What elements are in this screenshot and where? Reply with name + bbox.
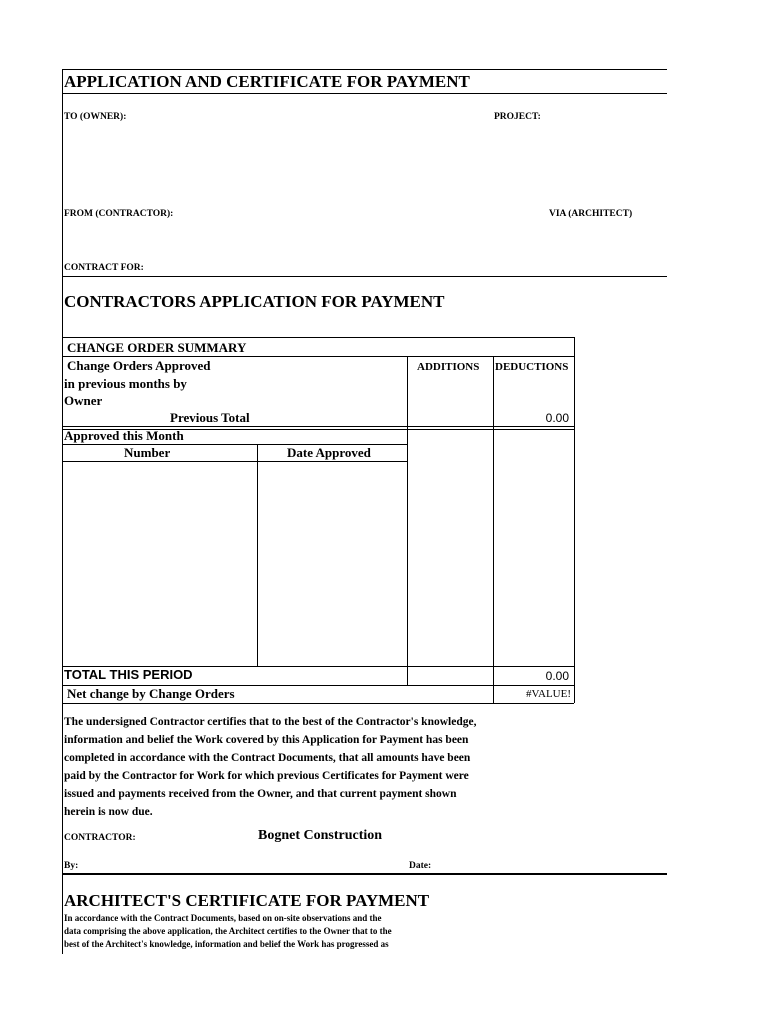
architect-paragraph [64, 912, 464, 951]
left-border [62, 69, 63, 954]
certification-line-4: paid by the Contractor for Work for which previous Certificates for Payment were [64, 770, 469, 782]
date-approved-col-header: Date Approved [287, 445, 371, 460]
previous-total-label: Previous Total [170, 410, 250, 425]
top-rule [62, 69, 667, 70]
certification-line-5: issued and payments received from the Owner, and that current payment shown [64, 788, 457, 800]
section-title: CONTRACTORS APPLICATION FOR PAYMENT [64, 292, 445, 311]
number-date-divider [257, 444, 258, 666]
net-change-label: Net change by Change Orders [67, 686, 235, 701]
page-title: APPLICATION AND CERTIFICATE FOR PAYMENT [64, 72, 470, 91]
via-architect-label: VIA (ARCHITECT) [549, 209, 633, 219]
signature-rule [62, 873, 667, 875]
previous-total-value: 0.00 [545, 411, 569, 425]
title-rule [62, 93, 667, 94]
additions-header: ADDITIONS [417, 361, 480, 373]
change-order-title: CHANGE ORDER SUMMARY [67, 340, 247, 355]
contractor-label: CONTRACTOR: [64, 833, 136, 843]
date-label: Date: [409, 861, 432, 871]
prev-orders-line2: in previous months by [64, 376, 187, 391]
prev-total-rule-a [62, 426, 574, 427]
architect-line-1: In accordance with the Contract Documents, based on on-site observations and the [64, 913, 382, 923]
architect-title: ARCHITECT'S CERTIFICATE FOR PAYMENT [64, 891, 430, 910]
table-title-rule [62, 356, 574, 357]
additions-col-divider [407, 356, 408, 685]
net-value-divider [493, 685, 494, 703]
table-bottom [62, 703, 574, 704]
to-owner-label: TO (OWNER): [64, 112, 127, 122]
deductions-header: DEDUCTIONS [495, 361, 569, 373]
architect-line-2: data comprising the above application, the Architect certifies to the Owner that to the [64, 926, 392, 936]
contractor-name: Bognet Construction [258, 828, 383, 843]
number-col-header: Number [124, 445, 171, 460]
certification-line-1: The undersigned Contractor certifies that to the best of the Contractor's knowledge, [64, 716, 477, 728]
table-right [574, 337, 575, 703]
total-period-value: 0.00 [545, 669, 569, 683]
architect-line-3: best of the Architect's knowledge, information and belief the Work has progressed as [64, 939, 389, 949]
net-change-value: #VALUE! [525, 688, 571, 700]
approved-month-label: Approved this Month [64, 428, 184, 443]
certification-paragraph [64, 713, 534, 821]
certification-line-6: herein is now due. [64, 806, 153, 818]
certification-line-2: information and belief the Work covered by this Application for Payment has been [64, 734, 469, 746]
project-label: PROJECT: [494, 112, 541, 122]
by-label: By: [64, 861, 79, 871]
prev-orders-line3: Owner [64, 393, 103, 408]
deductions-col-divider [493, 356, 494, 685]
col-header-rule [62, 461, 407, 462]
total-period-label: TOTAL THIS PERIOD [64, 667, 193, 682]
certification-line-3: completed in accordance with the Contract Documents, that all amounts have been [64, 752, 471, 764]
from-contractor-label: FROM (CONTRACTOR): [64, 209, 174, 219]
table-top [62, 337, 574, 338]
prev-orders-line1: Change Orders Approved [67, 358, 211, 373]
contract-for-label: CONTRACT FOR: [64, 263, 144, 273]
header-bottom-rule [62, 276, 667, 277]
